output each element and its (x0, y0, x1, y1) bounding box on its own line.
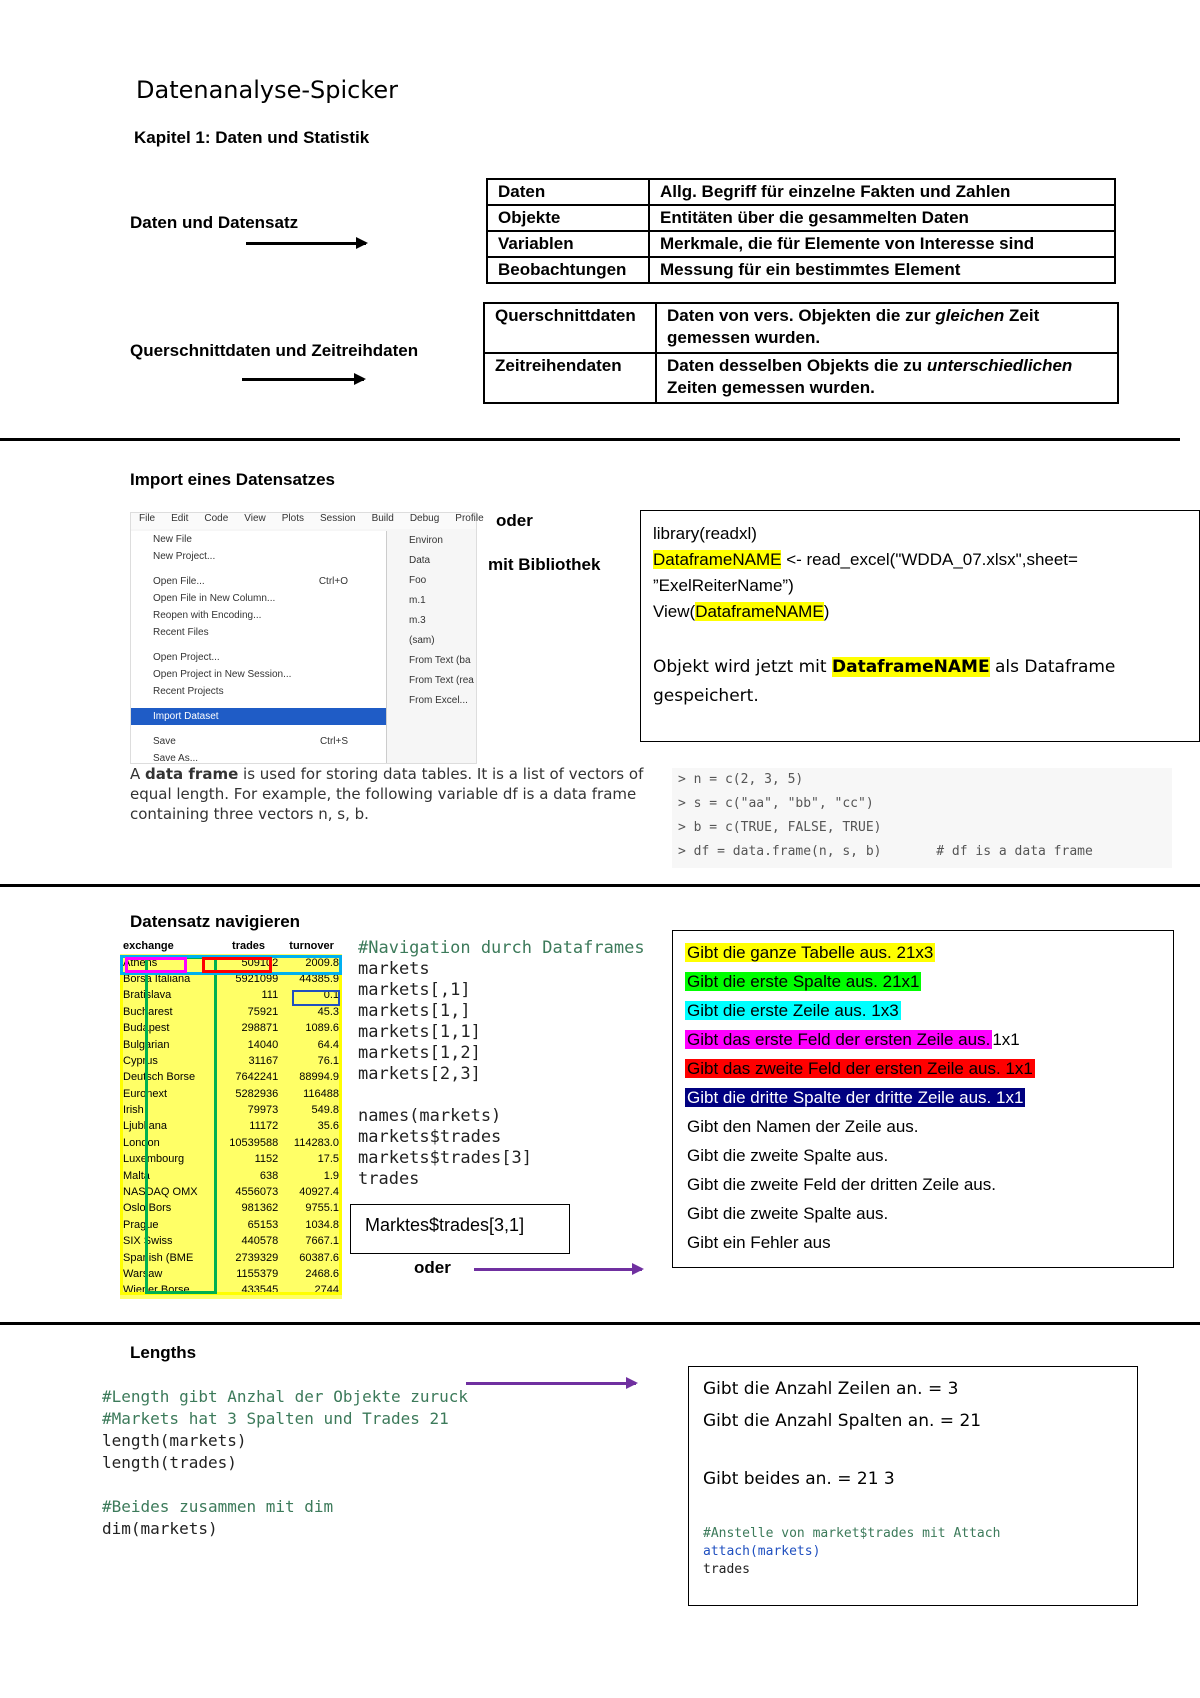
note-pre: Objekt wird jetzt mit (653, 657, 832, 677)
table-cell: Bratislava (123, 989, 172, 1002)
df-text-post: is used for storing data tables. It is a list of vectors of equal length. For example, the following variable df is a data frame containing three vectors n, s, b. (130, 765, 644, 823)
menu-item-label: Open File... (153, 576, 205, 587)
code-line (653, 599, 1187, 625)
var-highlight: DataframeNAME (831, 657, 990, 677)
def-text: Daten desselben Objekts die zu (667, 356, 927, 375)
definition-cell: Merkmale, die für Elemente von Interesse sind (649, 231, 1115, 257)
r-code-line: > s = c("aa", "bb", "cc") (678, 796, 874, 811)
table-cell: 65153 (247, 1218, 279, 1231)
menu-item-label: Open File in New Column... (153, 593, 276, 604)
definition-row (484, 303, 1118, 353)
section-heading-import: Import eines Datensatzes (130, 470, 336, 489)
dataframe-description (130, 764, 670, 824)
answer-text: Gibt das zweite Feld der ersten Zeile aus. 1x1 (687, 1059, 1033, 1078)
table-cell: 45.3 (317, 1005, 339, 1018)
table-cell: NASDAQ OMX (123, 1186, 198, 1199)
menu-item-label: Save (153, 736, 176, 747)
menu-item[interactable] (131, 649, 386, 666)
code-line: markets[1,] (358, 1001, 471, 1021)
pane-item: (sam) (409, 635, 435, 646)
answer-line (685, 1200, 1035, 1229)
answer-text: Gibt die dritte Spalte der dritte Zeile aus. 1x1 (687, 1088, 1024, 1107)
menu-item[interactable] (131, 683, 386, 700)
definition-row (487, 257, 1115, 283)
r-code-example (672, 768, 1172, 868)
table-cell: Irish (123, 1104, 144, 1117)
table-cell: 35.6 (317, 1120, 339, 1133)
pane-item: Environ (409, 535, 443, 546)
menu-item[interactable] (131, 590, 386, 607)
menu-separator (131, 565, 386, 573)
table-cell: 31167 (248, 1054, 279, 1067)
box-text: Marktes$trades[3,1] (365, 1215, 525, 1235)
arrow-right-icon (466, 1382, 636, 1385)
rstudio-file-menu-screenshot (130, 512, 484, 764)
menu-separator (131, 700, 386, 708)
definition-cell: Entitäten über die gesammelten Daten (649, 205, 1115, 231)
table-cell: 88994.9 (299, 1071, 339, 1084)
term-cell: Querschnittdaten (484, 303, 656, 353)
code-line: markets$trades[3] (358, 1148, 532, 1168)
table-cell: 111 (261, 989, 279, 1002)
highlight-second-cell (202, 957, 272, 973)
lengths-answers (703, 1377, 981, 1491)
section-heading-lengths: Lengths (130, 1343, 197, 1362)
df-text-bold: data frame (145, 765, 239, 783)
table-cell: Bucharest (123, 1005, 173, 1018)
code-comment: #Anstelle von market$trades mit Attach (703, 1526, 1001, 1541)
code-line: markets[,1] (358, 980, 471, 1000)
answer-line (685, 997, 1035, 1026)
code-line: ”ExelReiterName”) (653, 576, 794, 595)
definition-cell (656, 303, 1118, 353)
table-cell: 40927.4 (299, 1186, 339, 1199)
arrow-right-icon (242, 378, 364, 381)
label-daten-datensatz: Daten und Datensatz (130, 213, 299, 232)
answer-line: Gibt die Anzahl Zeilen an. = 3 (703, 1379, 959, 1399)
table-cell: 433545 (241, 1284, 279, 1297)
file-menu (131, 531, 387, 763)
table-cell: 10539588 (229, 1136, 279, 1149)
table-cell: 114283.0 (293, 1136, 339, 1149)
def-text: Zeit gemessen wurden. (667, 306, 1040, 347)
code-line (358, 1085, 645, 1106)
code-line: length(markets) (102, 1431, 247, 1450)
table-header-cell: trades (232, 940, 266, 953)
highlight-first-column (145, 956, 217, 1294)
code-comment: #Beides zusammen mit dim (102, 1497, 334, 1516)
arrow-right-icon (246, 242, 366, 245)
table-cell: Deutsch Borse (123, 1071, 196, 1084)
code-comment: #Markets hat 3 Spalten und Trades 21 (102, 1409, 449, 1428)
r-code-line: > b = c(TRUE, FALSE, TRUE) (678, 820, 882, 835)
code-line: markets[1,1] (358, 1022, 481, 1042)
menu-bar-item[interactable]: View (244, 513, 266, 524)
definition-row (487, 231, 1115, 257)
menu-item[interactable] (131, 624, 386, 641)
def-text: Daten von vers. Objekten die zur (667, 306, 936, 325)
table-cell: 1034.8 (305, 1218, 339, 1231)
menu-item-label: Save As... (153, 753, 199, 764)
answers-list (685, 939, 1035, 1258)
table-cell: 0.1 (323, 989, 339, 1002)
table-cell: Prague (123, 1218, 159, 1231)
answer-line (685, 968, 1035, 997)
answer-text: Gibt die zweite Spalte aus. (687, 1204, 889, 1223)
code-line: trades (703, 1562, 750, 1577)
table-cell: 17.5 (317, 1153, 339, 1166)
attach-code (703, 1525, 1000, 1579)
code-line: markets (358, 959, 430, 979)
table-cell: 1155379 (236, 1268, 279, 1280)
answer-line (685, 1171, 1035, 1200)
menu-item[interactable] (131, 573, 386, 590)
definition-row (484, 353, 1118, 403)
table-cell: 9755.1 (305, 1202, 339, 1215)
definition-cell: Messung für ein bestimmtes Element (649, 257, 1115, 283)
pane-item: From Excel... (409, 695, 468, 706)
section-heading-navigate: Datensatz navigieren (130, 912, 301, 931)
section-divider (0, 884, 1200, 887)
arrow-right-icon (474, 1268, 642, 1271)
definition-row (487, 205, 1115, 231)
lengths-code (102, 1386, 468, 1540)
menu-bar-item[interactable]: Profile (455, 513, 484, 524)
section-divider (0, 1322, 1200, 1325)
pane-item: m.3 (409, 615, 426, 626)
def-emphasis: gleichen (935, 306, 1005, 325)
mit-bibliothek-label: mit Bibliothek (488, 555, 601, 574)
markets-table-wrapper (120, 938, 342, 1298)
highlight-first-cell (125, 957, 187, 973)
menu-item-shortcut: Ctrl+S (319, 736, 348, 747)
page-title: Datenanalyse-Spicker (136, 76, 399, 104)
df-text-pre: A (130, 765, 146, 783)
table-cell: Oslo Bors (123, 1202, 172, 1215)
table-cell: 76.1 (317, 1054, 339, 1067)
menu-item[interactable] (131, 733, 386, 750)
table-cell: Wiener Borse (123, 1284, 190, 1297)
term-cell: Daten (487, 179, 649, 205)
oder-label: oder (414, 1258, 451, 1277)
answer-line: Gibt beides an. = 21 3 (703, 1469, 895, 1489)
table-cell: 7667.1 (305, 1235, 339, 1248)
environment-pane (389, 531, 476, 763)
code-line: library(readxl) (653, 524, 757, 543)
table-cell: Borsa Italiana (123, 972, 191, 985)
code-comment: #Length gibt Anzhal der Objekte zuruck (102, 1387, 469, 1406)
label-querschnitt-zeitreihen: Querschnittdaten und Zeitreihdaten (130, 341, 419, 360)
menu-separator (131, 641, 386, 649)
def-text: Zeiten gemessen wurden. (667, 378, 875, 397)
menu-separator (131, 725, 386, 733)
menu-bar-item[interactable]: Session (320, 513, 356, 524)
r-code-line: > df = data.frame(n, s, b) # df is a data frame (678, 844, 1093, 859)
table-cell: 440578 (241, 1235, 279, 1248)
table-cell: 7642241 (235, 1071, 279, 1084)
definition-table-time (483, 302, 1119, 404)
table-cell: 11172 (249, 1120, 279, 1133)
table-cell: Ljubljana (123, 1120, 168, 1133)
table-cell: 298871 (241, 1022, 279, 1035)
table-header-row (120, 938, 342, 954)
code-text: ) (823, 602, 830, 621)
table-cell: 509102 (241, 956, 279, 969)
table-cell: 549.8 (311, 1104, 339, 1117)
menu-bar-item[interactable]: Edit (171, 513, 189, 524)
menu-item-label: New File (153, 534, 192, 545)
table-cell: 79973 (247, 1104, 279, 1117)
table-cell: 2468.6 (305, 1268, 339, 1280)
answer-text: Gibt die zweite Spalte aus. (687, 1146, 889, 1165)
table-cell: 1089.6 (305, 1022, 339, 1035)
answer-line (685, 939, 1035, 968)
section-divider (0, 438, 1180, 441)
markets-trades-box (350, 1204, 570, 1254)
library-code-box (640, 510, 1200, 742)
menu-item-label: Recent Projects (153, 686, 224, 697)
table-cell: 60387.6 (299, 1251, 339, 1264)
code-text: <- read_excel("WDDA_07.xlsx",sheet= (781, 550, 1078, 569)
menu-item-label: Reopen with Encoding... (153, 610, 262, 621)
pane-item: Data (409, 555, 431, 566)
oder-label: oder (496, 511, 533, 530)
menu-item-shortcut: Ctrl+O (318, 576, 348, 587)
table-cell: 4556073 (235, 1186, 279, 1199)
answer-text: Gibt den Namen der Zeile aus. (687, 1117, 919, 1136)
table-cell: 116488 (303, 1087, 339, 1100)
menu-item[interactable] (131, 607, 386, 624)
menu-bar-item[interactable]: File (139, 513, 156, 524)
r-code-line: > n = c(2, 3, 5) (678, 772, 804, 787)
table-cell: 5921099 (235, 972, 279, 985)
table-cell: 75921 (247, 1005, 279, 1018)
code-line (102, 1474, 468, 1496)
menu-item[interactable] (131, 531, 386, 548)
code-line: markets[1,2] (358, 1043, 481, 1063)
table-cell: Budapest (123, 1022, 170, 1035)
answer-line: Gibt die Anzahl Spalten an. = 21 (703, 1411, 982, 1431)
answer-text: Gibt das erste Feld der ersten Zeile aus. (687, 1030, 991, 1049)
term-cell: Variablen (487, 231, 649, 257)
table-header-cell: exchange (123, 940, 174, 953)
menu-item-label: Open Project in New Session... (153, 669, 292, 680)
code-line: names(markets) (358, 1106, 502, 1126)
table-cell: Bulgarian (123, 1038, 170, 1051)
answer-line (685, 1026, 1035, 1055)
def-emphasis: unterschiedlichen (926, 356, 1073, 375)
menu-bar-item[interactable]: Plots (281, 513, 304, 524)
highlight-third-cell (292, 990, 340, 1006)
pane-item: m.1 (409, 595, 426, 606)
table-cell: Cyprus (123, 1054, 158, 1067)
table-header-cell: turnover (289, 940, 334, 953)
answer-text: Gibt die erste Spalte aus. 21x1 (687, 972, 920, 991)
table-cell: London (123, 1136, 160, 1149)
code-comment: #Navigation durch Dataframes (358, 938, 645, 958)
table-cell: 44385.9 (299, 972, 339, 985)
table-cell: 1152 (254, 1153, 279, 1166)
code-line: trades (358, 1169, 420, 1189)
table-cell: Luxembourg (123, 1153, 185, 1166)
table-cell: 2009.8 (305, 956, 339, 969)
answer-text: Gibt die ganze Tabelle aus. 21x3 (687, 943, 934, 962)
definition-row (487, 179, 1115, 205)
answer-tail: 1x1 (992, 1030, 1020, 1049)
term-cell: Zeitreihendaten (484, 353, 656, 403)
table-cell: 2739329 (235, 1251, 279, 1264)
table-cell: Malta (123, 1169, 150, 1182)
table-cell: 5282936 (235, 1087, 279, 1100)
table-cell: Euronext (123, 1087, 168, 1100)
definition-table-data (486, 178, 1116, 284)
menu-item[interactable] (131, 548, 386, 565)
table-cell: 64.4 (317, 1038, 339, 1051)
lengths-answers-box (688, 1366, 1138, 1606)
code-line: markets$trades (358, 1127, 502, 1147)
answer-line (685, 1142, 1035, 1171)
pane-item: From Text (rea (409, 675, 474, 686)
menu-item[interactable] (131, 666, 386, 683)
menu-item-label: New Project... (153, 551, 216, 562)
answer-text: Gibt ein Fehler aus (687, 1233, 831, 1252)
menu-bar-item[interactable]: Debug (409, 513, 440, 524)
navigation-answers-box (672, 930, 1174, 1268)
code-line: markets[2,3] (358, 1064, 481, 1084)
table-cell: 981362 (241, 1202, 279, 1215)
definition-cell (656, 353, 1118, 403)
answer-line (685, 1055, 1035, 1084)
menu-item-label: Open Project... (153, 652, 220, 663)
definition-cell: Allg. Begriff für einzelne Fakten und Zahlen (649, 179, 1115, 205)
table-cell: Warsaw (123, 1268, 163, 1280)
menu-bar-item[interactable]: Code (204, 513, 229, 524)
table-cell: 2744 (314, 1284, 339, 1297)
menu-bar (131, 513, 484, 529)
answer-line (685, 1084, 1035, 1113)
term-cell: Objekte (487, 205, 649, 231)
code-line: dim(markets) (102, 1519, 218, 1538)
table-cell: 14040 (247, 1038, 279, 1051)
answer-line (685, 1113, 1035, 1142)
table-cell: 1.9 (323, 1169, 339, 1182)
var-highlight: DataframeNAME (653, 550, 782, 569)
menu-bar-item[interactable]: Build (371, 513, 394, 524)
answer-text: Gibt die erste Zeile aus. 1x3 (687, 1001, 899, 1020)
term-cell: Beobachtungen (487, 257, 649, 283)
code-text: View( (653, 602, 696, 621)
table-cell: Athens (123, 956, 158, 969)
answer-text: Gibt die zweite Feld der dritten Zeile aus. (687, 1175, 996, 1194)
code-line: attach(markets) (703, 1544, 821, 1559)
table-cell: 638 (259, 1169, 279, 1182)
var-highlight: DataframeNAME (695, 602, 824, 621)
chapter-heading: Kapitel 1: Daten und Statistik (134, 128, 370, 147)
code-line (653, 547, 1187, 573)
navigation-code (358, 938, 645, 1190)
note-text (653, 653, 1187, 711)
pane-item: Foo (409, 575, 427, 586)
menu-item-label: Import Dataset (153, 711, 219, 722)
answer-line (685, 1229, 1035, 1258)
code-line: length(trades) (102, 1453, 237, 1472)
menu-item[interactable] (131, 708, 386, 725)
note-post: als Dataframe gespeichert. (653, 657, 1116, 706)
menu-item-label: Recent Files (153, 627, 209, 638)
pane-item: From Text (ba (409, 655, 471, 666)
table-cell: SIX Swiss (123, 1235, 173, 1248)
table-cell: Spanish (BME (123, 1251, 194, 1264)
